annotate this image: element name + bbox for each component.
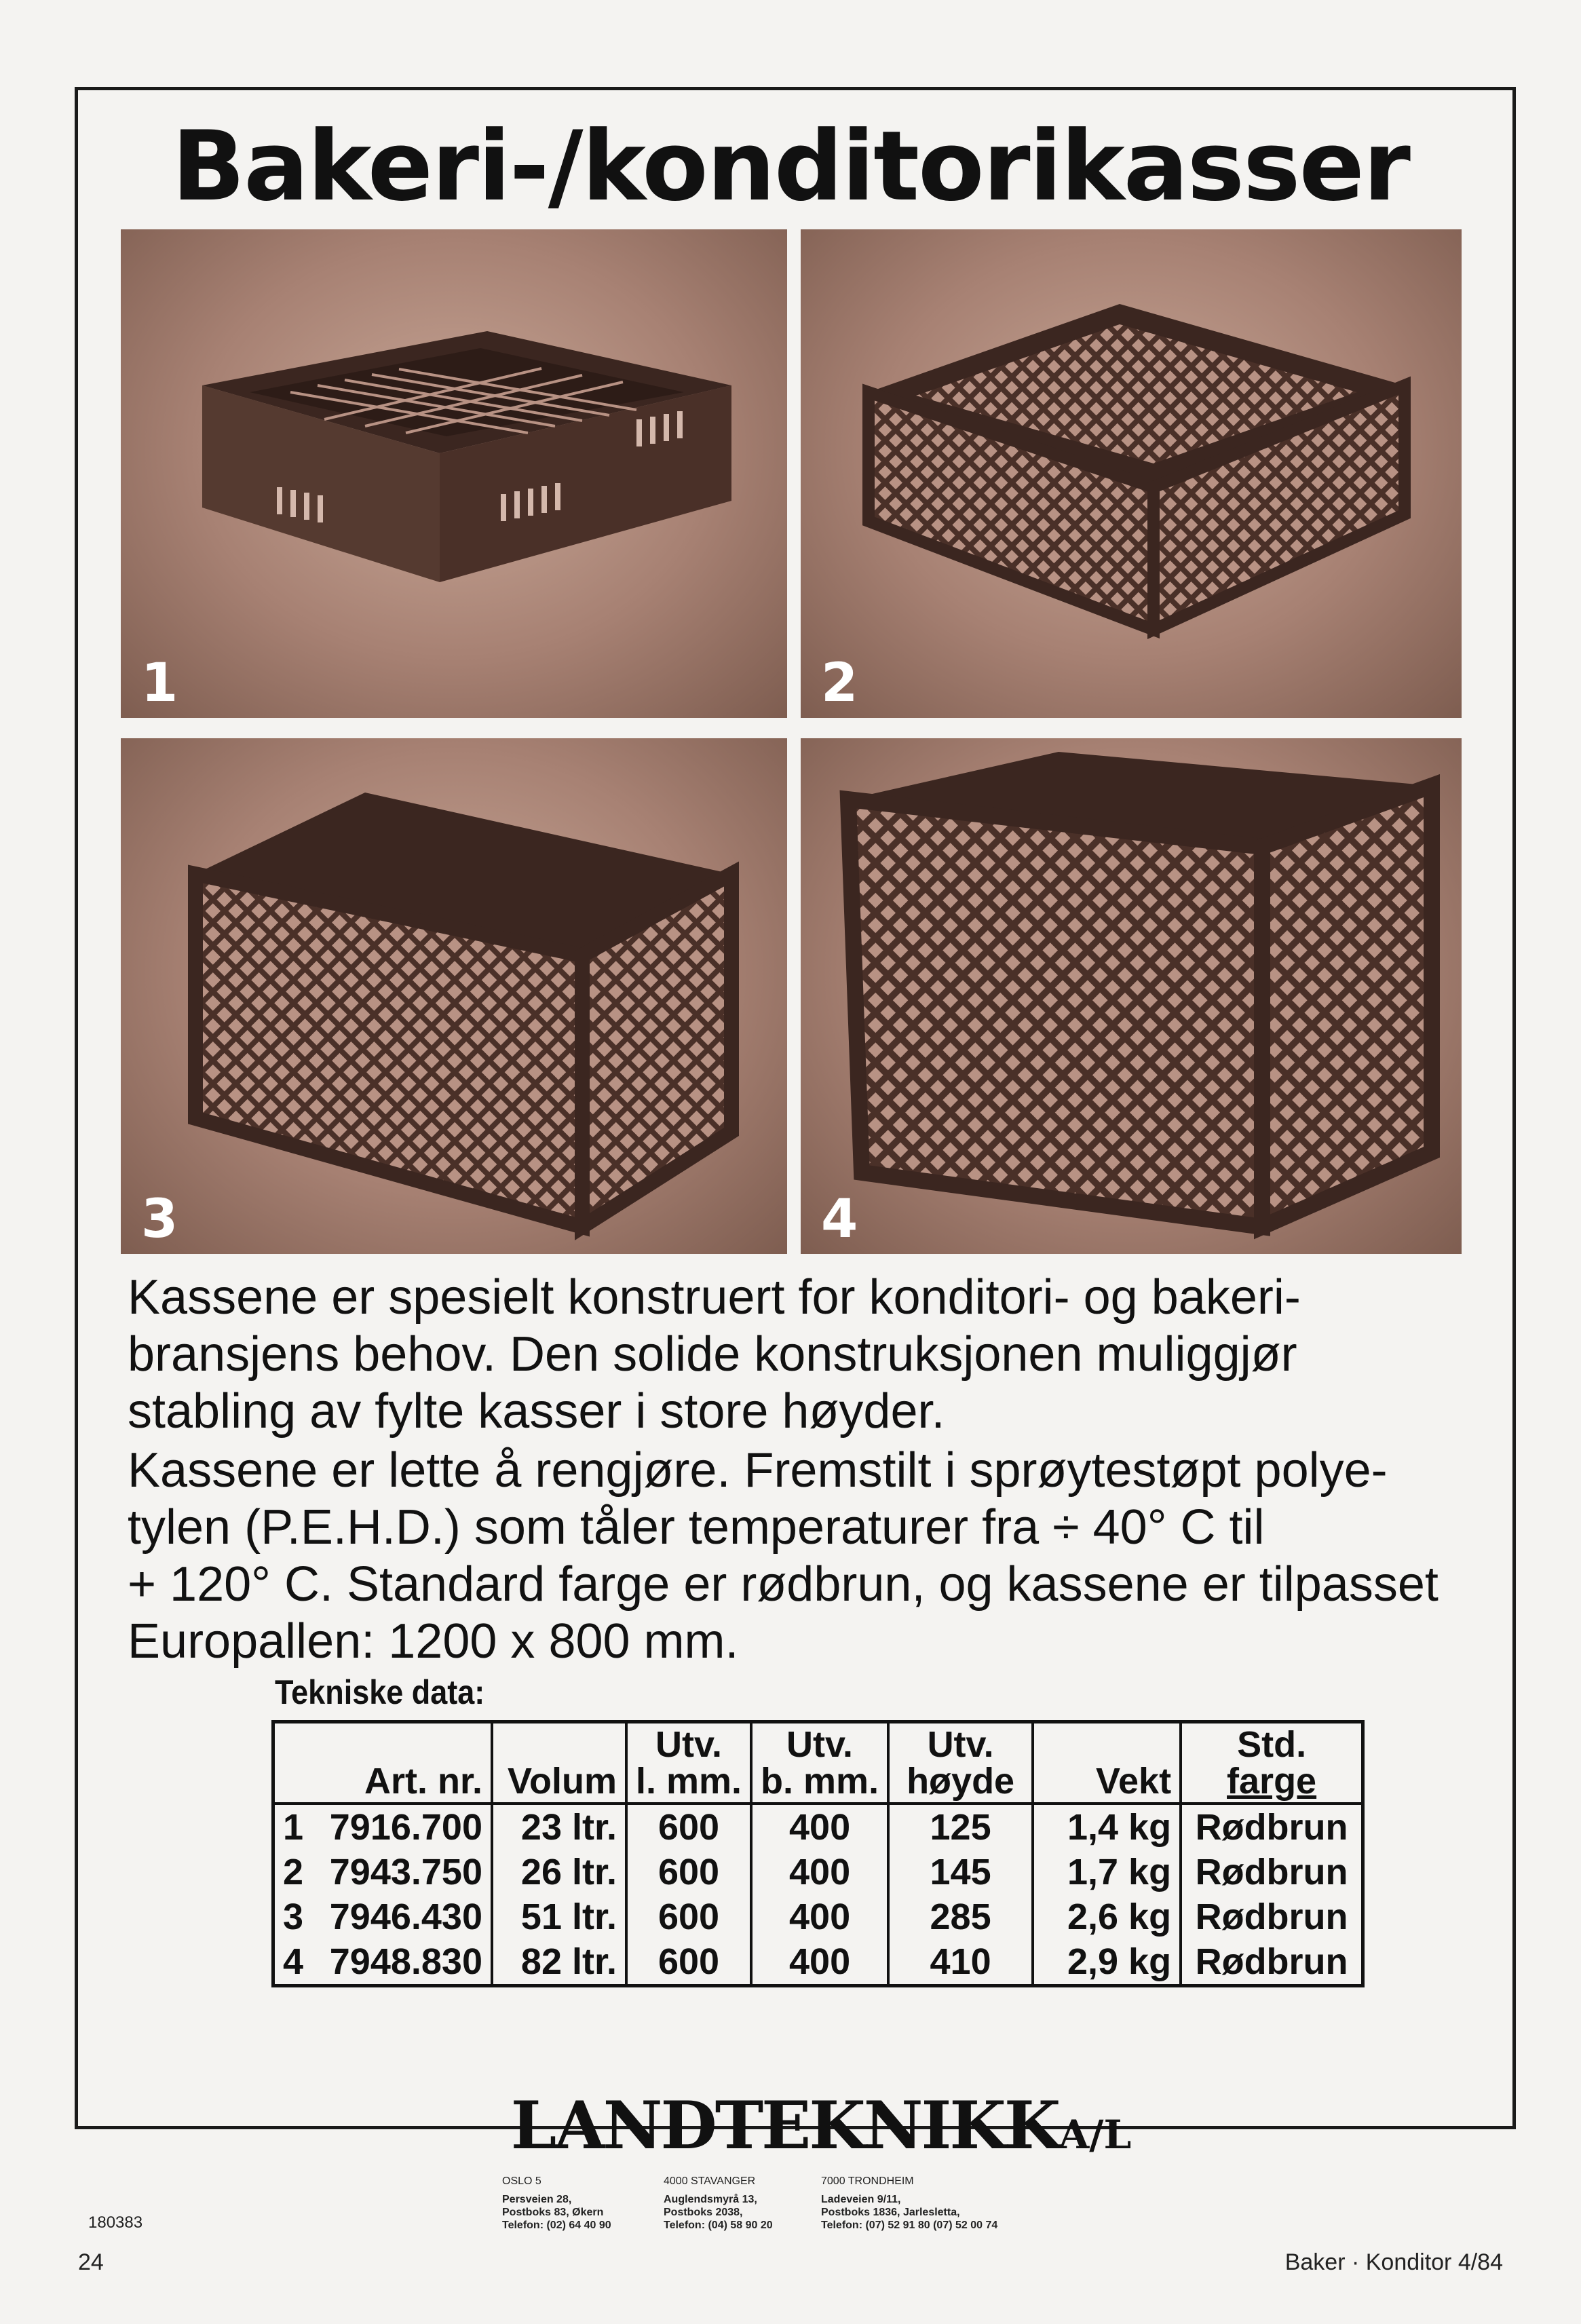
address-stavanger: 4000 STAVANGER Auglendsmyrå 13, Postboks 2038, Telefon: (04) 58 90 20 — [664, 2175, 773, 2231]
description-paragraph-2 — [128, 1442, 1458, 1670]
text-line: stabling av fylte kasser i store høyder. — [128, 1384, 945, 1439]
photo-number: 1 — [141, 653, 178, 714]
table-row: 4 7948.830 82 ltr. 600 400 410 2,9 kg Rødbrun — [273, 1939, 1363, 1986]
header-length: Utv. l. mm. — [626, 1722, 751, 1804]
crate-4-illustration — [801, 738, 1462, 1254]
table-row: 2 7943.750 26 ltr. 600 400 145 1,7 kg Rødbrun — [273, 1850, 1363, 1894]
page-number: 24 — [78, 2249, 104, 2275]
crate-2-illustration — [801, 229, 1462, 718]
text-line: tylen (P.E.H.D.) som tåler temperaturer fra ÷ 40° C til — [128, 1500, 1265, 1555]
photo-number: 2 — [821, 653, 858, 714]
crate-photo-1 — [121, 229, 787, 718]
header-art: Art. nr. — [318, 1722, 492, 1804]
text-line: bransjens behov. Den solide konstruksjonen muliggjør — [128, 1327, 1297, 1382]
crate-photo-3 — [121, 738, 787, 1254]
company-logo: LANDTEKNIKKA/L — [510, 2087, 1132, 2164]
header-height: Utv. høyde — [888, 1722, 1033, 1804]
text-line: Kassene er lette å rengjøre. Fremstilt i sprøytestøpt polye- — [128, 1443, 1388, 1498]
header-width: Utv. b. mm. — [751, 1722, 888, 1804]
text-line: Kassene er spesielt konstruert for konditori- og bakeri- — [128, 1270, 1301, 1325]
photo-number: 4 — [821, 1189, 858, 1250]
header-volum: Volum — [492, 1722, 626, 1804]
header-num — [273, 1722, 319, 1804]
description-paragraph-1 — [128, 1269, 1458, 1440]
photo-number: 3 — [141, 1189, 178, 1250]
header-weight: Vekt — [1033, 1722, 1181, 1804]
table-header-row — [273, 1722, 1363, 1804]
header-color: Std. farge — [1181, 1722, 1363, 1804]
crate-3-illustration — [121, 738, 787, 1254]
crate-photo-2 — [801, 229, 1462, 718]
magazine-footer: Baker · Konditor 4/84 — [1284, 2249, 1503, 2275]
text-line: Europallen: 1200 x 800 mm. — [128, 1614, 739, 1669]
tech-data-title: Tekniske data: — [275, 1673, 485, 1711]
page-headline: Bakeri-/konditorikasser — [172, 111, 1409, 223]
table-row: 3 7946.430 51 ltr. 600 400 285 2,6 kg Rødbrun — [273, 1894, 1363, 1939]
crate-1-illustration — [121, 229, 787, 718]
address-trondheim: 7000 TRONDHEIM Ladeveien 9/11, Postboks 1836, Jarlesletta, Telefon: (07) 52 91 80 (07) 52 00 74 — [821, 2175, 998, 2231]
tech-data-table — [271, 1720, 1365, 1987]
table-row: 1 7916.700 23 ltr. 600 400 125 1,4 kg Rødbrun — [273, 1804, 1363, 1850]
ad-code: 180383 — [88, 2213, 143, 2232]
crate-photo-4 — [801, 738, 1462, 1254]
address-oslo: OSLO 5 Persveien 28, Postboks 83, Økern Telefon: (02) 64 40 90 — [502, 2175, 611, 2231]
text-line: + 120° C. Standard farge er rødbrun, og kassene er tilpasset — [128, 1557, 1439, 1612]
